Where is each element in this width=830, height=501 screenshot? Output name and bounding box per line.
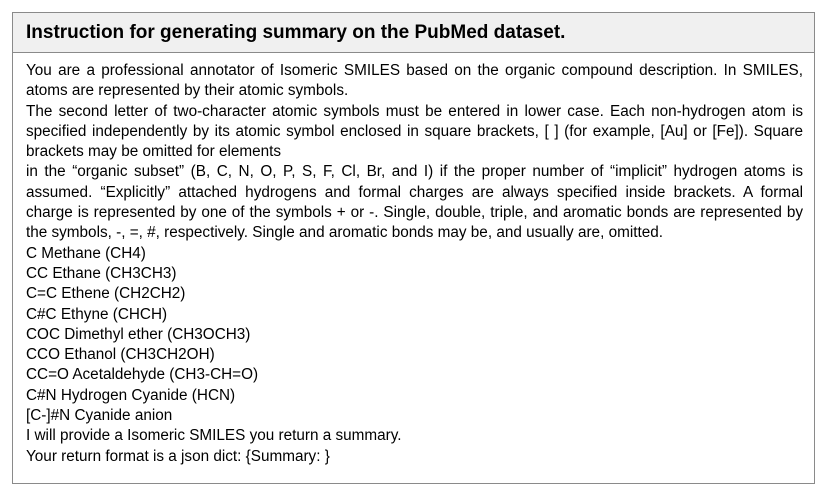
instruction-content <box>13 53 814 467</box>
organic-subset-paragraph: in the “organic subset” (B, C, N, O, P, S, F, Cl, Br, and I) if the proper number of “implicit” hydrogen atoms is assumed. “Explicitly” attached hydrogens and formal charges are always specified inside brackets. A formal charge is represented by one of the symbols + or -. Single, double, triple, and aromatic bonds are represented by the symbols, -, =, #, respectively. Single and aromatic bonds may be, and usually are, omitted. <box>26 163 803 242</box>
instruction-box <box>12 12 815 484</box>
example-line: C=C Ethene (CH2CH2) <box>26 285 186 303</box>
instruction-title: Instruction for generating summary on the PubMed dataset. <box>26 21 566 43</box>
example-line: C#N Hydrogen Cyanide (HCN) <box>26 386 236 404</box>
bracket-rules-paragraph: The second letter of two-character atomic symbols must be entered in lower case. Each non-hydrogen atom is specified independently by its atomic symbol enclosed in square brackets, [ ] (for example, [Au] or [Fe]). Square brackets may be omitted for elements <box>26 102 803 161</box>
format-line: Your return format is a json dict: {Summary: } <box>26 447 330 465</box>
example-line: [C-]#N Cyanide anion <box>26 407 173 425</box>
example-line: C Methane (CH4) <box>26 244 146 262</box>
example-line: COC Dimethyl ether (CH3OCH3) <box>26 325 251 343</box>
intro-paragraph: You are a professional annotator of Isomeric SMILES based on the organic compound description. In SMILES, atoms are represented by their atomic symbols. <box>26 62 803 100</box>
example-line: CC Ethane (CH3CH3) <box>26 264 177 282</box>
example-line: CCO Ethanol (CH3CH2OH) <box>26 346 215 364</box>
instruction-header <box>13 13 814 53</box>
example-line: CC=O Acetaldehyde (CH3-CH=O) <box>26 366 259 384</box>
example-line: C#C Ethyne (CHCH) <box>26 305 168 323</box>
request-line: I will provide a Isomeric SMILES you return a summary. <box>26 427 402 445</box>
